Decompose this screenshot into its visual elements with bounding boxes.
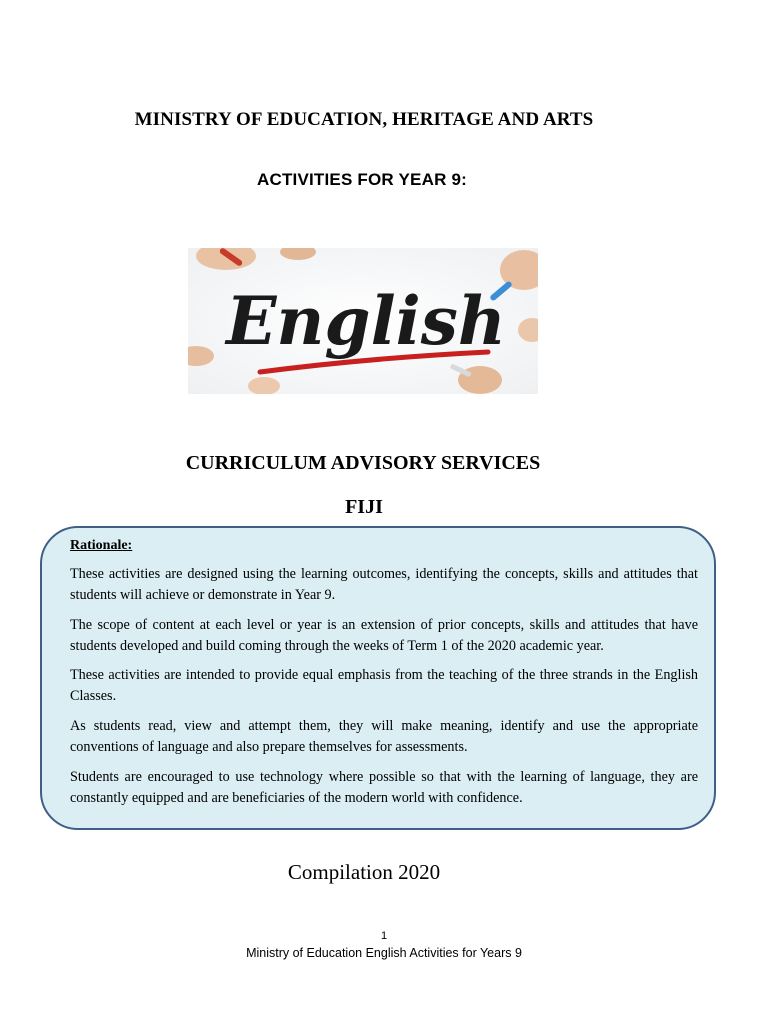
english-banner-image <box>188 248 538 394</box>
ministry-title: MINISTRY OF EDUCATION, HERITAGE AND ARTS <box>134 109 594 130</box>
rationale-paragraph: The scope of content at each level or year is an extension of prior concepts, skills and attitudes that have students developed and build coming through the weeks of Term 1 of the 2020 academic year. <box>70 617 698 654</box>
rationale-paragraph: As students read, view and attempt them, they will make meaning, identify and use the appropriate conventions of language and also prepare themselves for assessments. <box>70 718 698 755</box>
country-heading: FIJI <box>345 496 383 518</box>
english-word: English <box>226 282 506 360</box>
rationale-heading: Rationale: <box>70 538 133 553</box>
rationale-paragraph: These activities are intended to provide equal emphasis from the teaching of the three strands in the English Classes. <box>70 667 698 704</box>
footer-text: Ministry of Education English Activities for Years 9 <box>246 946 522 960</box>
rationale-paragraph: Students are encouraged to use technology where possible so that with the learning of language, they are constantly equipped and are beneficiaries of the modern world with confidence. <box>70 769 698 806</box>
page-number: 1 <box>380 930 388 942</box>
english-banner-illustration <box>188 248 538 394</box>
compilation-year: Compilation 2020 <box>287 860 441 884</box>
activities-title: ACTIVITIES FOR YEAR 9: <box>256 170 467 189</box>
rationale-paragraph: These activities are designed using the learning outcomes, identifying the concepts, skills and attitudes that students will achieve or demonstrate in Year 9. <box>70 566 698 603</box>
curriculum-heading: CURRICULUM ADVISORY SERVICES <box>185 452 541 474</box>
